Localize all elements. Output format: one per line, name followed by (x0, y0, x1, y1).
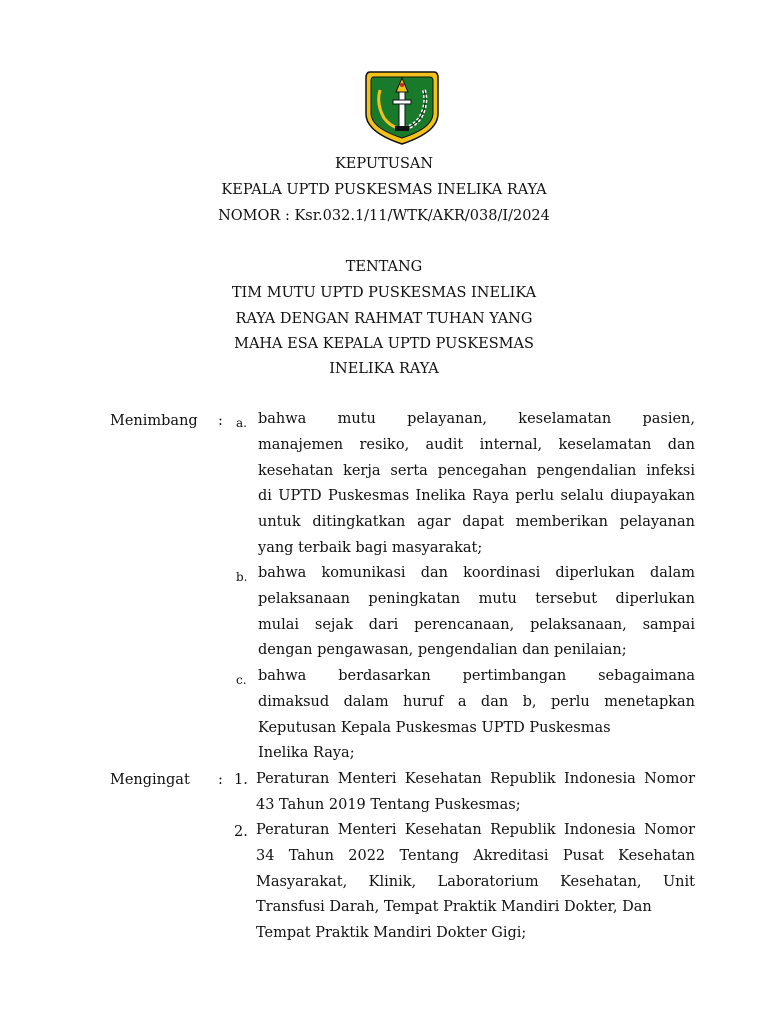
decree-number: NOMOR : Ksr.032.1/11/WTK/AKR/038/I/2024 (218, 208, 550, 224)
text-line: 43 Tahun 2019 Tentang Puskesmas; (256, 796, 521, 813)
menimbang-colon: : (218, 413, 223, 429)
about-heading: TENTANG (345, 259, 423, 275)
document-title: KEPUTUSAN (334, 156, 434, 172)
issuer-title: KEPALA UPTD PUSKESMAS INELIKA RAYA (221, 182, 547, 198)
text-line: yang terbaik bagi masyarakat; (258, 539, 483, 556)
subject-line: MAHA ESA KEPALA UPTD PUSKESMAS (234, 336, 534, 352)
menimbang-item-c (258, 664, 695, 767)
text-line: Keputusan Kepala Puskesmas UPTD Puskesmas (258, 719, 611, 736)
text-line: dimaksud dalam huruf a dan b, perlu menetapkan (258, 693, 695, 710)
text-line: dengan pengawasan, pengendalian dan penilaian; (258, 642, 627, 659)
subject-line: INELIKA RAYA (329, 361, 439, 377)
item-marker: 2. (234, 824, 248, 840)
mengingat-colon: : (218, 772, 223, 788)
mengingat-item-1 (256, 767, 695, 819)
text-line: pelaksanaan peningkatan mutu tersebut diperlukan (258, 590, 695, 607)
item-marker: c. (236, 673, 247, 687)
item-marker: 1. (234, 772, 248, 788)
text-line: Masyarakat, Klinik, Laboratorium Kesehatan, Unit (256, 873, 695, 890)
menimbang-item-b (258, 561, 695, 664)
subject-line: RAYA DENGAN RAHMAT TUHAN YANG (235, 311, 533, 327)
coat-of-arms-icon (362, 70, 442, 146)
text-line: Peraturan Menteri Kesehatan Republik Indonesia Nomor (256, 822, 695, 838)
subject-line: TIM MUTU UPTD PUSKESMAS INELIKA (231, 285, 537, 301)
text-line: manajemen resiko, audit internal, keselamatan dan (258, 436, 695, 453)
text-line: bahwa komunikasi dan koordinasi diperlukan dalam (258, 565, 695, 581)
mengingat-label: Mengingat (110, 772, 190, 788)
item-marker: a. (236, 416, 247, 430)
text-line: bahwa mutu pelayanan, keselamatan pasien, (258, 411, 695, 427)
text-line: 34 Tahun 2022 Tentang Akreditasi Pusat Kesehatan (256, 847, 695, 864)
menimbang-label: Menimbang (110, 413, 198, 429)
menimbang-item-a (258, 407, 695, 562)
text-line: bahwa berdasarkan pertimbangan sebagaimana (258, 668, 695, 684)
item-marker: b. (236, 570, 248, 584)
text-line: Peraturan Menteri Kesehatan Republik Indonesia Nomor (256, 771, 695, 787)
text-line: kesehatan kerja serta pencegahan pengendalian infeksi (258, 462, 695, 479)
mengingat-item-2 (256, 818, 695, 947)
text-line: mulai sejak dari perencanaan, pelaksanaan, sampai (258, 616, 695, 633)
text-line: Tempat Praktik Mandiri Dokter Gigi; (256, 925, 527, 942)
text-line: untuk ditingkatkan agar dapat memberikan pelayanan (258, 514, 695, 531)
text-line: di UPTD Puskesmas Inelika Raya perlu selalu diupayakan (258, 488, 695, 505)
text-line: Inelika Raya; (258, 745, 355, 762)
text-line: Transfusi Darah, Tempat Praktik Mandiri Dokter, Dan (256, 899, 652, 916)
